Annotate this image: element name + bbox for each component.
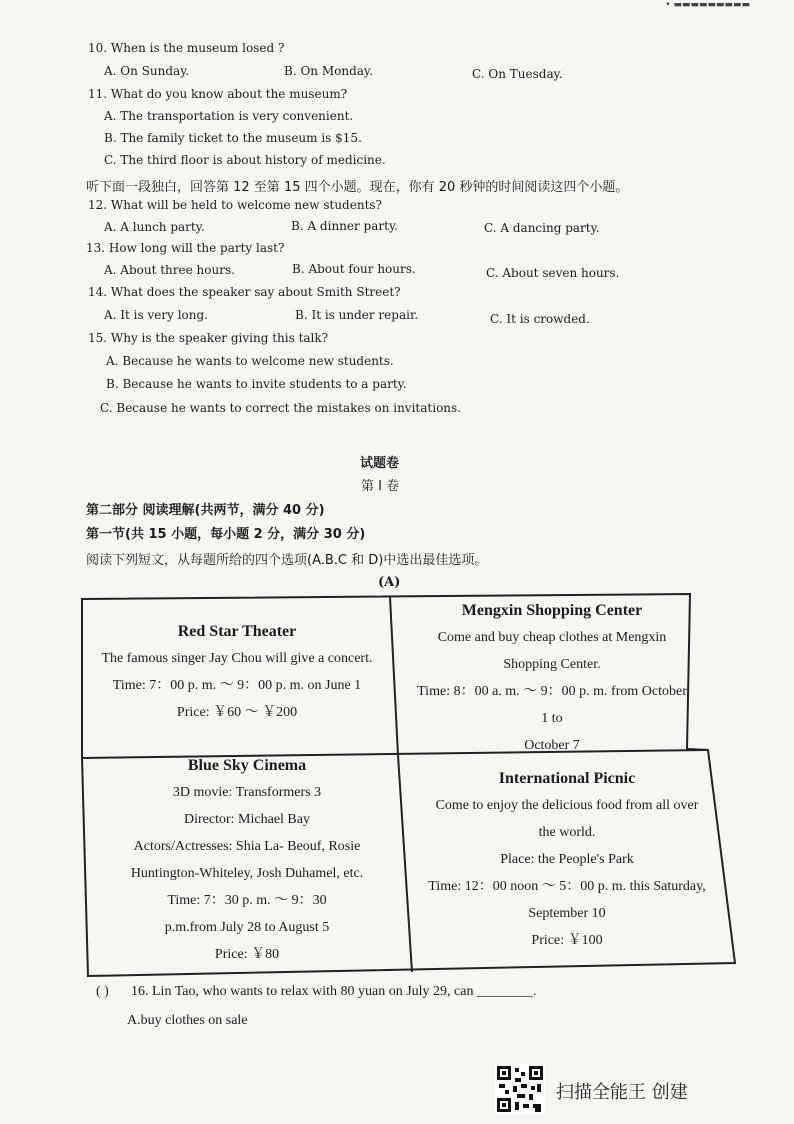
- ad-line: October 7: [524, 738, 580, 753]
- ad-line: Actors/Actresses: Shia La- Beouf, Rosie: [133, 839, 361, 854]
- ad-title: Mengxin Shopping Center: [461, 602, 643, 619]
- passage-label: (A): [378, 575, 401, 590]
- ad-red-star-theater: [84, 618, 390, 726]
- ad-line: Come to enjoy the delicious food from all over: [435, 798, 699, 813]
- ad-line: p.m.from July 28 to August 5: [164, 920, 330, 935]
- option-15a: A. Because he wants to welcome new students.: [106, 354, 394, 368]
- ad-title: Blue Sky Cinema: [187, 757, 307, 774]
- ad-line: Time: 12：00 noon ～ 5：00 p. m. this Saturday,: [428, 879, 706, 894]
- question-14: 14. What does the speaker say about Smith Street?: [88, 285, 401, 299]
- ad-line: Price: ￥80: [214, 947, 280, 962]
- option-14b: B. It is under repair.: [295, 308, 419, 322]
- ad-line: The famous singer Jay Chou will give a concert.: [101, 651, 373, 666]
- volume-heading: 第 I 卷: [361, 479, 400, 494]
- camscanner-watermark: 扫描全能王 创建: [556, 1082, 688, 1103]
- option-11c: C. The third floor is about history of medicine.: [104, 153, 386, 167]
- question-15: 15. Why is the speaker giving this talk?: [88, 331, 329, 345]
- ad-line: the world.: [538, 825, 596, 840]
- option-13b: B. About four hours.: [292, 262, 416, 276]
- ad-title: International Picnic: [498, 770, 636, 787]
- option-13c: C. About seven hours.: [486, 266, 620, 280]
- ad-line: Price: ￥100: [531, 933, 603, 948]
- ad-blue-sky-cinema: [86, 752, 408, 968]
- ad-line: 1 to: [541, 711, 563, 726]
- option-11b: B. The family ticket to the museum is $15.: [104, 131, 362, 145]
- answer-parenthesis: ( ): [96, 984, 109, 999]
- ad-line: Shopping Center.: [503, 657, 601, 672]
- reading-directions: 阅读下列短文，从每题所给的四个选项(A.B.C 和 D)中选出最佳选项。: [86, 553, 488, 568]
- option-12b: B. A dinner party.: [291, 219, 398, 233]
- top-edge-mark: • ▬▬▬▬▬▬▬▬▬: [665, 0, 750, 10]
- part-two-heading: 第二部分 阅读理解(共两节，满分 40 分): [86, 503, 325, 518]
- ad-line: 3D movie: Transformers 3: [172, 785, 322, 800]
- question-12: 12. What will be held to welcome new students?: [88, 198, 382, 212]
- ad-line: Time: 7：00 p. m. ～ 9：00 p. m. on June 1: [112, 678, 362, 693]
- ad-international-picnic: [408, 765, 726, 954]
- option-12a: A. A lunch party.: [104, 220, 205, 234]
- option-10b: B. On Monday.: [284, 64, 373, 78]
- listening-instruction: 听下面一段独白，回答第 12 至第 15 四个小题。现在，你有 20 秒钟的时间阅读这四个小题。: [86, 180, 629, 195]
- option-16a: A.buy clothes on sale: [127, 1013, 248, 1028]
- ad-line: Time: 7：30 p. m. ～ 9：30: [167, 893, 327, 908]
- option-10a: A. On Sunday.: [104, 64, 190, 78]
- ad-title: Red Star Theater: [177, 623, 297, 640]
- ad-mengxin-shopping: [394, 597, 710, 759]
- option-11a: A. The transportation is very convenient.: [104, 109, 354, 123]
- ad-line: Price: ￥60 ～ ￥200: [176, 705, 298, 720]
- ad-line: September 10: [528, 906, 606, 921]
- option-15b: B. Because he wants to invite students to a party.: [106, 377, 407, 391]
- question-11: 11. What do you know about the museum?: [88, 87, 348, 101]
- ad-line: Place: the People's Park: [500, 852, 634, 867]
- ad-line: Huntington-Whiteley, Josh Duhamel, etc.: [130, 866, 364, 881]
- option-13a: A. About three hours.: [104, 263, 235, 277]
- ad-line: Director: Michael Bay: [184, 812, 310, 827]
- ad-line: Come and buy cheap clothes at Mengxin: [437, 630, 667, 645]
- ad-line: Time: 8：00 a. m. ～ 9：00 p. m. from October: [417, 684, 687, 699]
- option-12c: C. A dancing party.: [484, 221, 600, 235]
- qr-code-icon: [495, 1064, 545, 1114]
- option-14c: C. It is crowded.: [490, 312, 590, 326]
- question-13: 13. How long will the party last?: [86, 241, 285, 255]
- question-16: 16. Lin Tao, who wants to relax with 80 yuan on July 29, can ________.: [131, 984, 537, 999]
- option-14a: A. It is very long.: [104, 308, 208, 322]
- exam-heading: 试题卷: [360, 456, 400, 471]
- question-10: 10. When is the museum losed ?: [88, 41, 285, 55]
- option-10c: C. On Tuesday.: [472, 67, 563, 81]
- option-15c: C. Because he wants to correct the mistakes on invitations.: [100, 401, 461, 415]
- section-one-heading: 第一节(共 15 小题，每小题 2 分，满分 30 分): [86, 527, 366, 542]
